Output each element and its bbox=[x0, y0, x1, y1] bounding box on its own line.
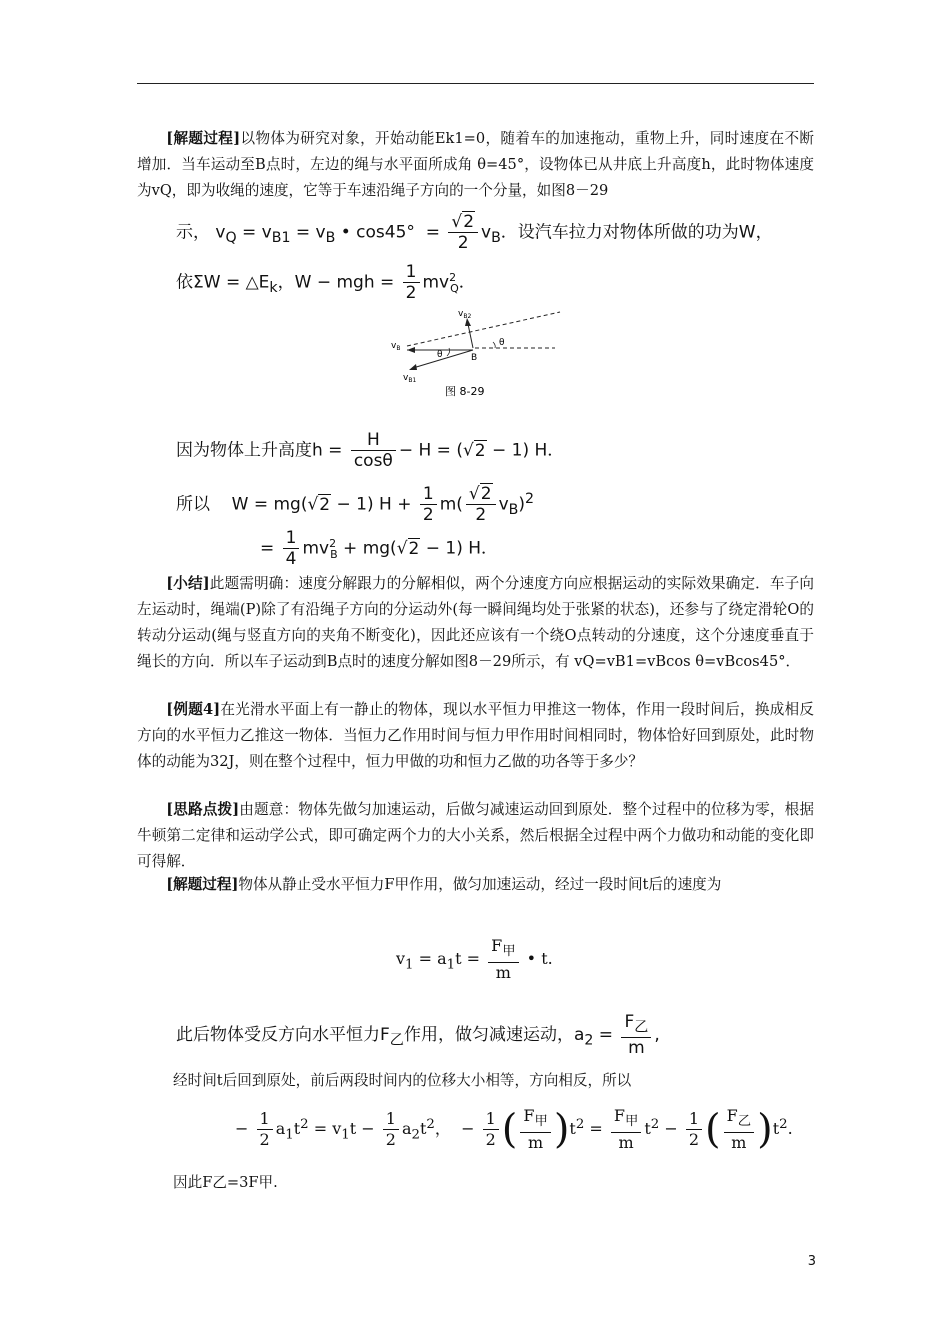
eq6-text: 此后物体受反方向水平恒力F bbox=[176, 1025, 390, 1046]
summary-paragraph bbox=[137, 571, 814, 675]
equation-line-7: − $\frac{1}{2}$ $a_1t^2 = v_1t$ − $\frac{1}{2}$ $a_2t^2$， − $\frac{1}{2}$ ( $\frac{F_甲}{m}$ )$t^2$ = $\frac{F_甲}{m}$ $t^2$ − $\frac{1}{2}$ ( $\frac{F_乙}{m}$ )$t^2$. bbox=[235, 1106, 793, 1153]
eq4-prefix: 所以 bbox=[176, 494, 210, 515]
paragraph-text: 在光滑水平面上有一静止的物体，现以水平恒力甲推这一物体，作用一段时间后，换成相反方向的水平恒力乙推这一物体．当恒力乙作用时间与恒力甲作用时间相同时，物体恰好回到原处，此时物体的动能为32J，则在整个过程中，恒力甲做的功和恒力乙做的功各等于多少？ bbox=[137, 701, 814, 770]
vB-arrowhead bbox=[407, 347, 415, 353]
figure-caption: 图 8-29 bbox=[445, 385, 485, 398]
paragraph-text: 由题意：物体先做匀加速运动，后做匀减速运动回到原处．整个过程中的位移为零，根据牛顿第二定律和运动学公式，即可确定两个力的大小关系，然后根据全过程中两个力做功和动能的变化即可得解． bbox=[137, 801, 814, 870]
paragraph-text: 以物体为研究对象，开始动能Ek1=0，随着车的加速拖动，重物上升，同时速度在不断增加．当车运动至B点时，左边的绳与水平面所成角 θ=45°，设物体已从井底上升高度h，此时物体速度为vQ，即为收绳的速度，它等于车速沿绳子方向的一个分量，如图8－29 bbox=[137, 130, 814, 199]
fraction: $\frac{H}{\cos\theta}$ bbox=[351, 430, 396, 471]
fraction: $\frac{√2}{2}$ bbox=[466, 484, 496, 525]
fraction: $\frac{1}{2}$ bbox=[257, 1109, 273, 1150]
fraction: $\frac{F_乙}{m}$ bbox=[621, 1012, 651, 1058]
fraction: $\frac{1}{2}$ bbox=[403, 262, 420, 303]
theta-arc bbox=[447, 348, 450, 356]
fraction: $\frac{F_乙}{m}$ bbox=[724, 1106, 754, 1153]
section-tag: [解题过程] bbox=[166, 876, 239, 893]
example-4-paragraph bbox=[137, 697, 814, 775]
paragraph-text: 此题需明确：速度分解跟力的分解相似，两个分速度方向应根据运动的实际效果确定．车子向左运动时，绳端(P)除了有沿绳子方向的分运动外(每一瞬间绳均处于张紧的状态)，还参与了绕定滑轮O的转动分运动(绳与竖直方向的夹角不断变化)，因此还应该有一个绕O点转动的分速度，这个分速度垂直于绳长的方向．所以车子运动到B点时的速度分解如图8－29所示，有 vQ=vB1=vBcos θ=vBcos45°． bbox=[137, 575, 815, 670]
vB2-label: $v_{B2}$ bbox=[458, 309, 472, 320]
fraction: $\frac{1}{2}$ bbox=[420, 484, 437, 525]
equation-line-4: 所以 W = mg(√2 − 1) H + $\frac{1}{2}$ m( $\frac{√2}{2}$ $v_B)^2$ bbox=[176, 484, 535, 525]
rope-line bbox=[407, 312, 560, 346]
vector-decomposition-figure bbox=[385, 302, 565, 402]
paragraph-text: 因此F乙=3F甲. bbox=[173, 1174, 278, 1191]
solution-paragraph-2 bbox=[137, 872, 814, 898]
section-tag: [解题过程] bbox=[166, 130, 241, 147]
theta-label-1: θ bbox=[437, 350, 443, 360]
section-tag: [思路点拨] bbox=[166, 801, 240, 818]
fraction: $\frac{F_甲}{m}$ bbox=[611, 1106, 641, 1153]
hint-paragraph bbox=[137, 797, 814, 875]
page-number: 3 bbox=[807, 1254, 816, 1269]
equation-line-1: 示， $v_Q = v_{B1} = v_B$ • cos45° = $\frac{√2}{2}$ $v_B$．设汽车拉力对物体所做的功为W， bbox=[176, 212, 773, 253]
paragraph-text: 物体从静止受水平恒力F甲作用，做匀加速运动，经过一段时间t后的速度为 bbox=[238, 876, 722, 893]
eq6-mid: 作用，做匀减速运动， bbox=[403, 1025, 574, 1046]
vB2-vector bbox=[468, 324, 473, 348]
section-tag: [小结] bbox=[166, 575, 210, 592]
vB1-vector bbox=[413, 350, 473, 368]
fraction: $\frac{F_甲}{m}$ bbox=[520, 1106, 550, 1153]
solution-paragraph-1 bbox=[137, 126, 814, 204]
vB-label: $v_B$ bbox=[391, 341, 401, 352]
displacement-paragraph bbox=[173, 1068, 814, 1094]
paragraph-text: 经时间t后回到原处，前后两段时间内的位移大小相等，方向相反，所以 bbox=[173, 1072, 632, 1089]
equation-v1: $v_1 = a_1t$ = $\frac{F_甲}{m}$ • t. bbox=[396, 936, 553, 983]
equation-line-5: = $\frac{1}{4}$ $mv^2_B + mg(√2 - 1)$ H． bbox=[260, 528, 499, 569]
fraction: $\frac{F_甲}{m}$ bbox=[488, 936, 518, 983]
fraction: $\frac{1}{4}$ bbox=[283, 528, 300, 569]
eq6-sub: 乙 bbox=[389, 1032, 404, 1049]
eq2-prefix: 依 bbox=[176, 272, 193, 293]
section-tag: [例题4] bbox=[166, 701, 221, 718]
fraction: $\frac{1}{2}$ bbox=[686, 1109, 702, 1150]
equation-line-6: 此后物体受反方向水平恒力$F_乙$作用，做匀减速运动，$a_2$ = $\frac{F_乙}{m}$ , bbox=[176, 1012, 660, 1059]
fraction: $\frac{√2}{2}$ bbox=[448, 212, 478, 253]
theta-arc-2 bbox=[493, 342, 495, 348]
eq3-prefix: 因为物体上升高度 bbox=[176, 440, 312, 461]
vB1-label: $v_{B1}$ bbox=[403, 373, 417, 384]
equation-line-3: 因为物体上升高度h = $\frac{H}{\cos\theta}$ − H = (√2 − 1) H． bbox=[176, 430, 565, 471]
eq1-tail: 设汽车拉力对物体所做的功为W， bbox=[517, 222, 773, 243]
fraction: $\frac{1}{2}$ bbox=[483, 1109, 499, 1150]
point-B-label: B bbox=[471, 353, 478, 363]
conclusion-paragraph bbox=[173, 1170, 814, 1196]
header-rule bbox=[137, 83, 814, 84]
theta-label-2: θ bbox=[499, 338, 505, 348]
equation-line-2: 依$\Sigma W = \triangle E_k$，W − mgh = $\frac{1}{2}$ $mv^2_Q$． bbox=[176, 262, 476, 303]
fraction: $\frac{1}{2}$ bbox=[383, 1109, 399, 1150]
eq1-prefix: 示， bbox=[176, 222, 210, 243]
vB1-arrowhead bbox=[409, 364, 417, 370]
